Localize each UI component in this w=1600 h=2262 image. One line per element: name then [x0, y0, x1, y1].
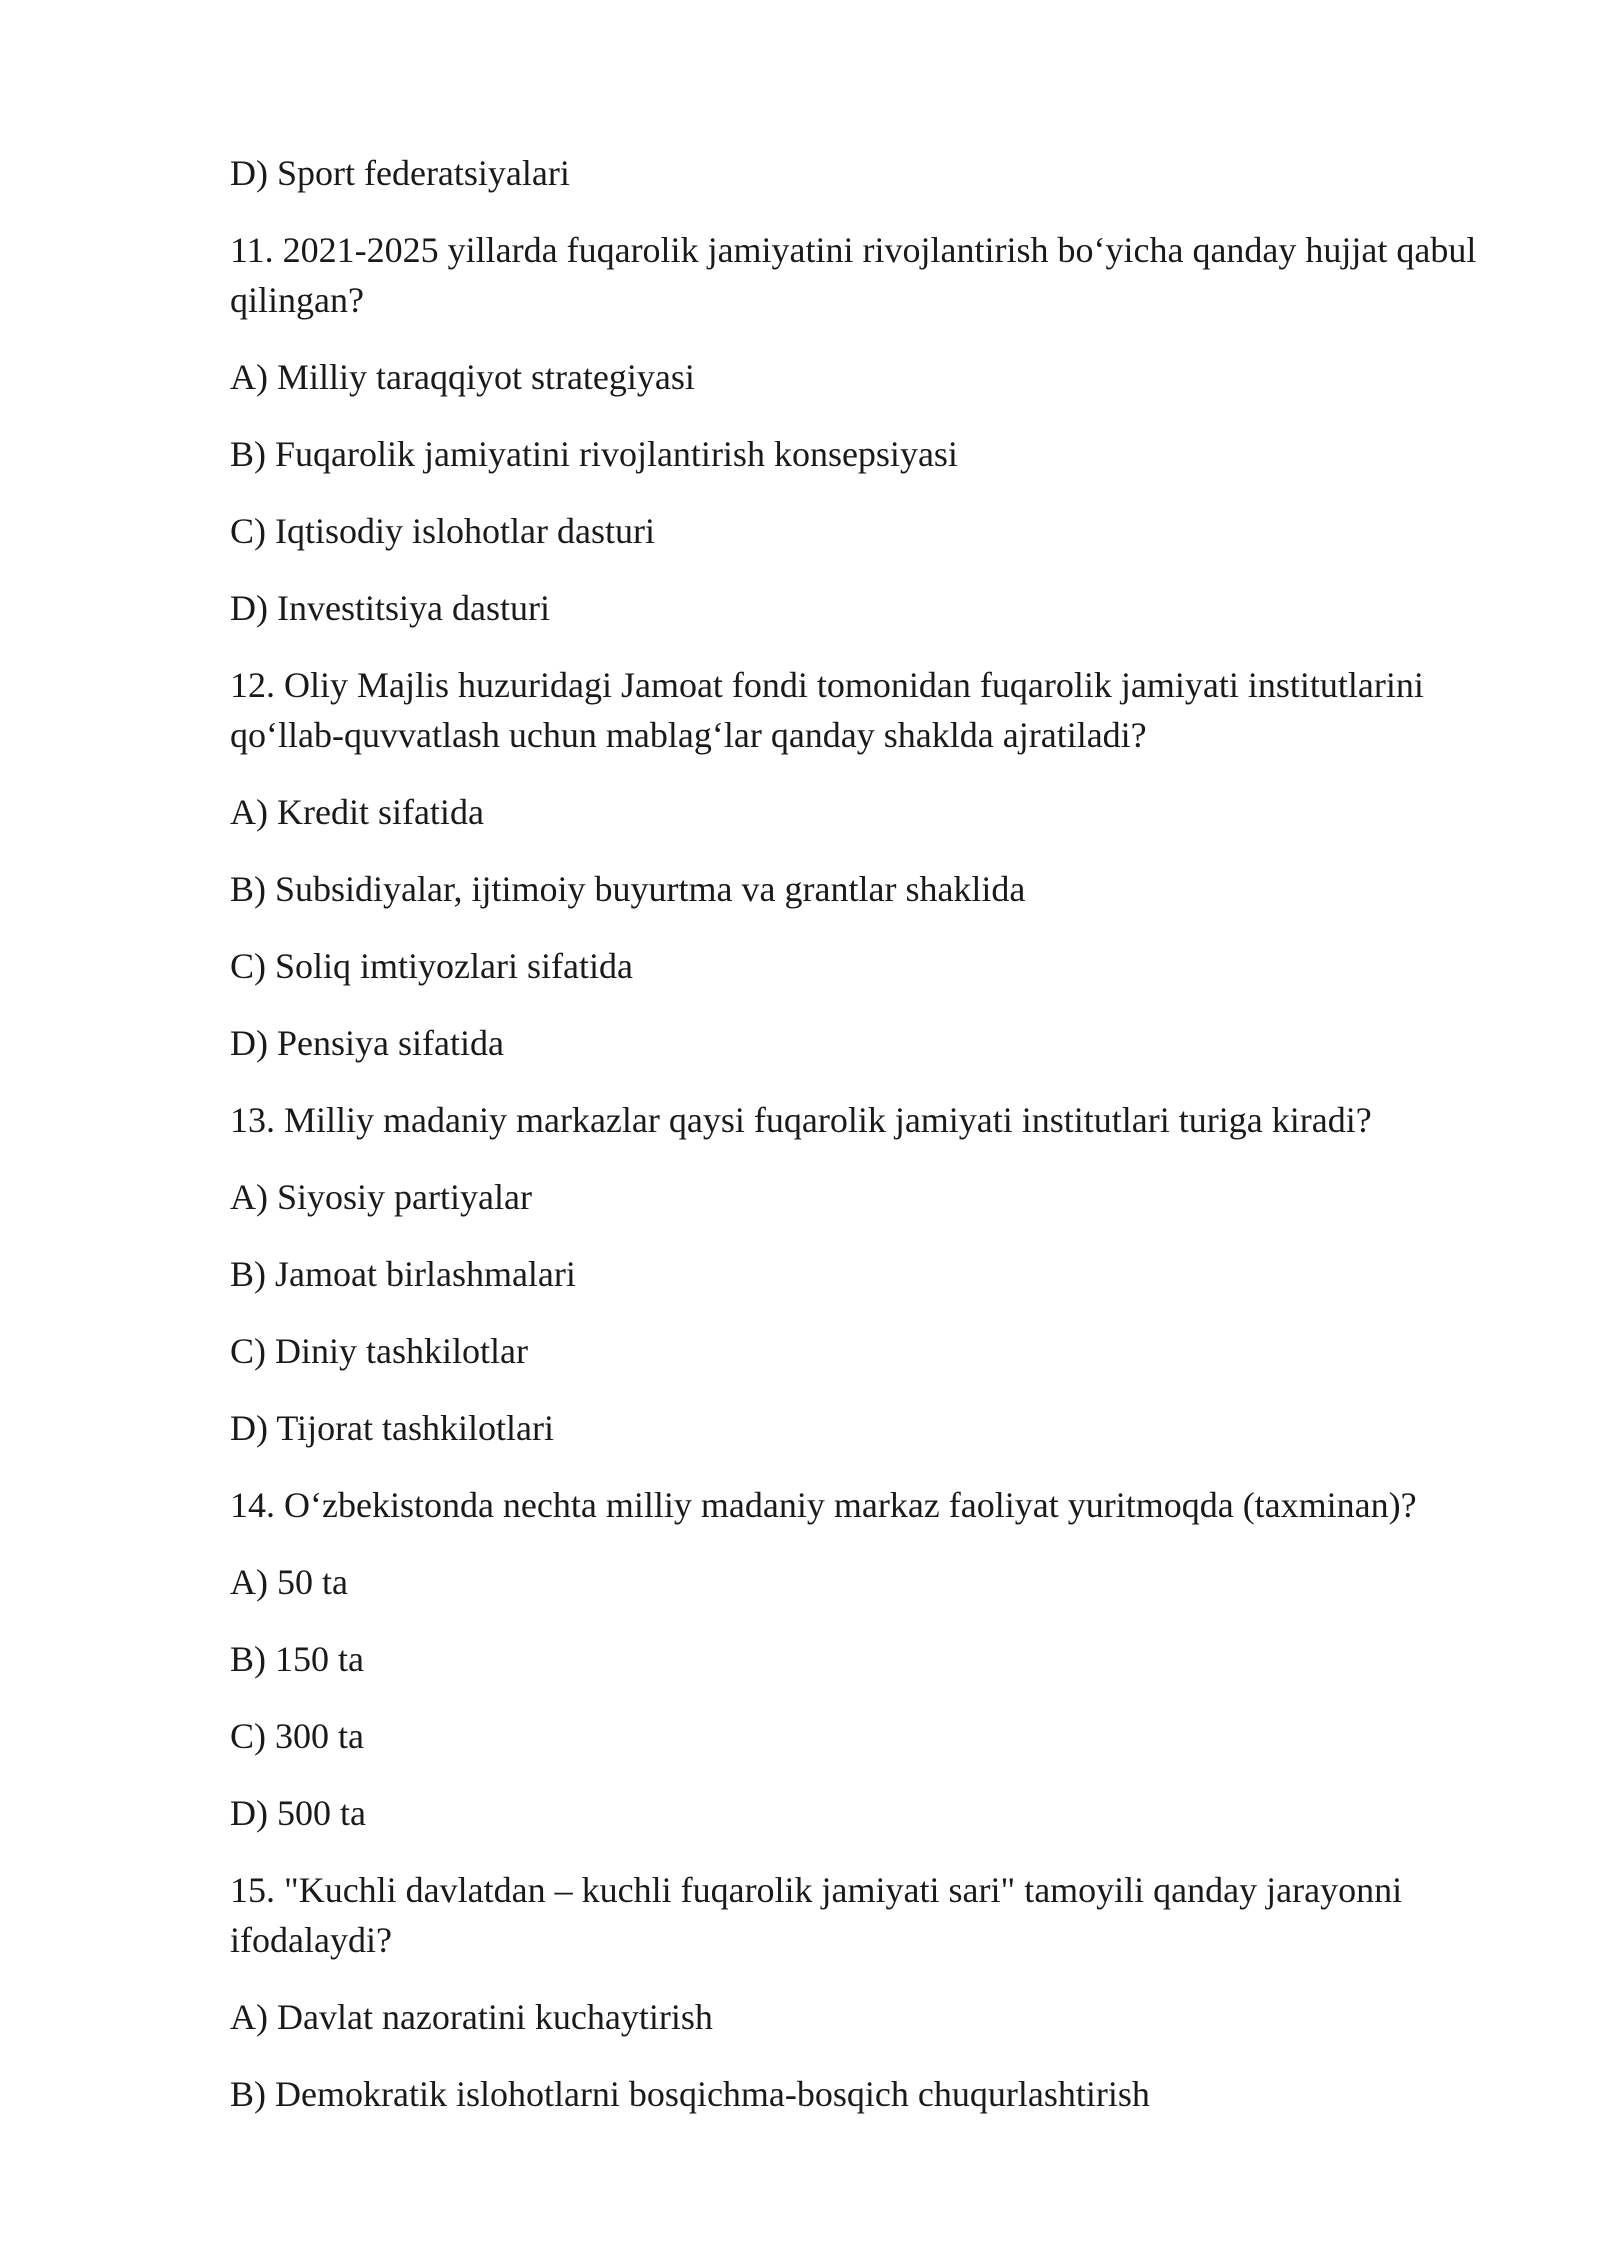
answer-option: D) 500 ta — [230, 1793, 366, 1833]
answer-option: A) Davlat nazoratini kuchaytirish — [230, 1997, 713, 2037]
question-text: 12. Oliy Majlis huzuridagi Jamoat fondi tomonidan fuqarolik jamiyati institutlarini qo‘llab-quvvatlash uchun mablag‘lar qanday shaklda ajratiladi? — [230, 665, 1424, 755]
answer-option: B) Jamoat birlashmalari — [230, 1254, 576, 1294]
answer-option: A) 50 ta — [230, 1562, 348, 1602]
answer-option: C) Diniy tashkilotlar — [230, 1331, 528, 1371]
question-text: 11. 2021-2025 yillarda fuqarolik jamiyatini rivojlantirish bo‘yicha qanday hujjat qabul qilingan? — [230, 230, 1477, 320]
answer-option: A) Kredit sifatida — [230, 792, 484, 832]
answer-option: B) 150 ta — [230, 1639, 364, 1679]
answer-option: B) Subsidiyalar, ijtimoiy buyurtma va grantlar shaklida — [230, 869, 1026, 909]
answer-option: A) Siyosiy partiyalar — [230, 1177, 532, 1217]
answer-option: A) Milliy taraqqiyot strategiyasi — [230, 357, 695, 397]
answer-option: D) Tijorat tashkilotlari — [230, 1408, 554, 1448]
answer-option: D) Sport federatsiyalari — [230, 153, 570, 193]
answer-option: B) Demokratik islohotlarni bosqichma-bosqich chuqurlashtirish — [230, 2074, 1150, 2114]
document-page — [230, 148, 1490, 2146]
answer-option: C) Iqtisodiy islohotlar dasturi — [230, 511, 655, 551]
answer-option: C) 300 ta — [230, 1716, 364, 1756]
answer-option: C) Soliq imtiyozlari sifatida — [230, 946, 633, 986]
question-text: 13. Milliy madaniy markazlar qaysi fuqarolik jamiyati institutlari turiga kiradi? — [230, 1100, 1372, 1140]
answer-option: B) Fuqarolik jamiyatini rivojlantirish konsepsiyasi — [230, 434, 958, 474]
answer-option: D) Investitsiya dasturi — [230, 588, 550, 628]
answer-option: D) Pensiya sifatida — [230, 1023, 504, 1063]
question-text: 14. O‘zbekistonda nechta milliy madaniy markaz faoliyat yuritmoqda (taxminan)? — [230, 1485, 1417, 1525]
question-text: 15. "Kuchli davlatdan – kuchli fuqarolik jamiyati sari" tamoyili qanday jarayonni ifodalaydi? — [230, 1870, 1403, 1960]
